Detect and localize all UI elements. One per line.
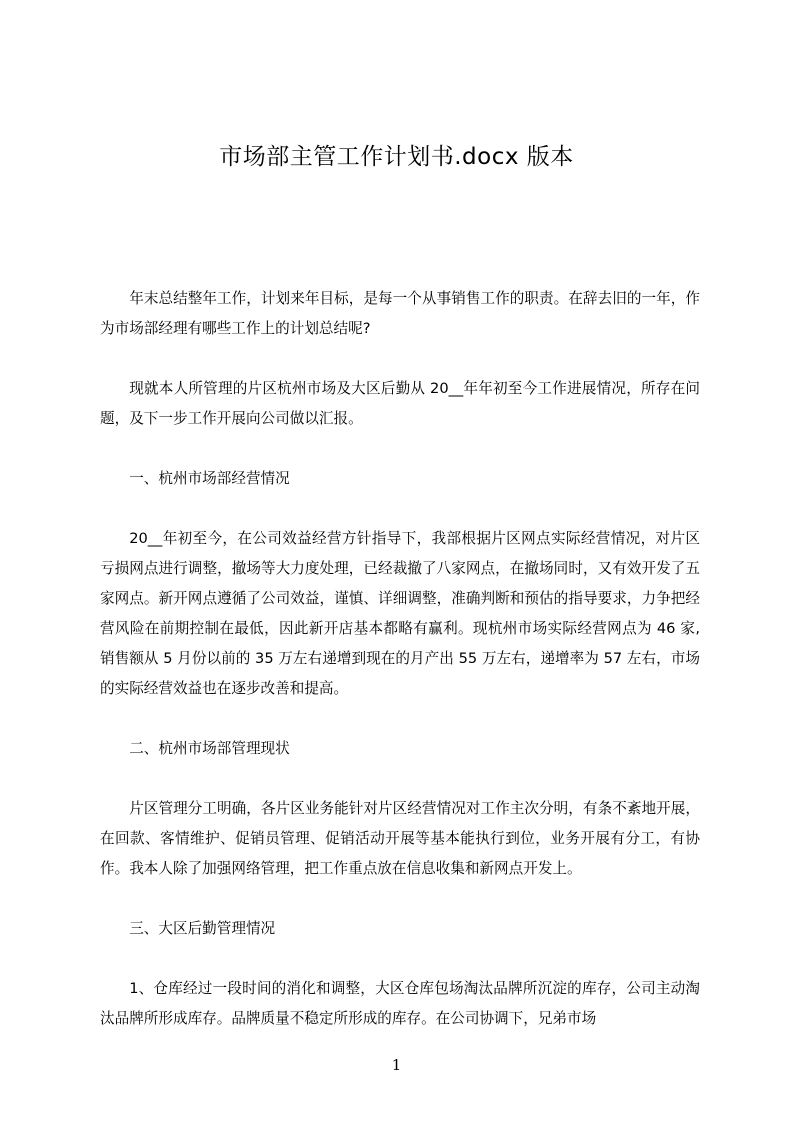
section-3-paragraph: 1、仓库经过一段时间的消化和调整，大区仓库包场淘汰品牌所沉淀的库存，公司主动淘汰品牌所形成库存。品牌质量不稳定所形成的库存。在公司协调下，兄弟市场 bbox=[100, 980, 700, 1027]
document-title: 市场部主管工作计划书.docx 版本 bbox=[219, 144, 574, 170]
report-paragraph: 现就本人所管理的片区杭州市场及大区后勤从 20__年年初至今工作进展情况，所存在问题，及下一步工作开展向公司做以汇报。 bbox=[100, 380, 700, 427]
document-body bbox=[100, 284, 700, 1064]
section-heading-3: 三、大区后勤管理情况 bbox=[129, 920, 276, 937]
section-2-paragraph: 片区管理分工明确，各片区业务能针对片区经营情况对工作主次分明，有条不紊地开展，在回款、客情维护、促销员管理、促销活动开展等基本能执行到位，业务开展有分工，有协作。我本人除了加强网络管理，把工作重点放在信息收集和新网点开发上。 bbox=[100, 800, 700, 877]
section-1-paragraph: 20__年初至今，在公司效益经营方针指导下，我部根据片区网点实际经营情况，对片区亏损网点进行调整，撤场等大力度处理，已经裁撤了八家网点，在撤场同时，又有效开发了五家网点。新开网点遵循了公司效益，谨慎、详细调整，准确判断和预估的指导要求，力争把经营风险在前期控制在最低，因此新开店基本都略有赢利。现杭州市场实际经营网点为 46 家,销售额从 5 月份以前的 35 万左右递增到现在的月产出 55 万左右，递增率为 57 左右，市场的实际经营效益也在逐步改善和提高。 bbox=[100, 530, 700, 697]
section-heading-2: 二、杭州市场部管理现状 bbox=[129, 740, 290, 757]
section-heading-1: 一、杭州市场部经营情况 bbox=[129, 470, 290, 487]
page-number: 1 bbox=[391, 1056, 402, 1074]
intro-paragraph: 年末总结整年工作，计划来年目标，是每一个从事销售工作的职责。在辞去旧的一年，作为市场部经理有哪些工作上的计划总结呢? bbox=[100, 290, 700, 337]
